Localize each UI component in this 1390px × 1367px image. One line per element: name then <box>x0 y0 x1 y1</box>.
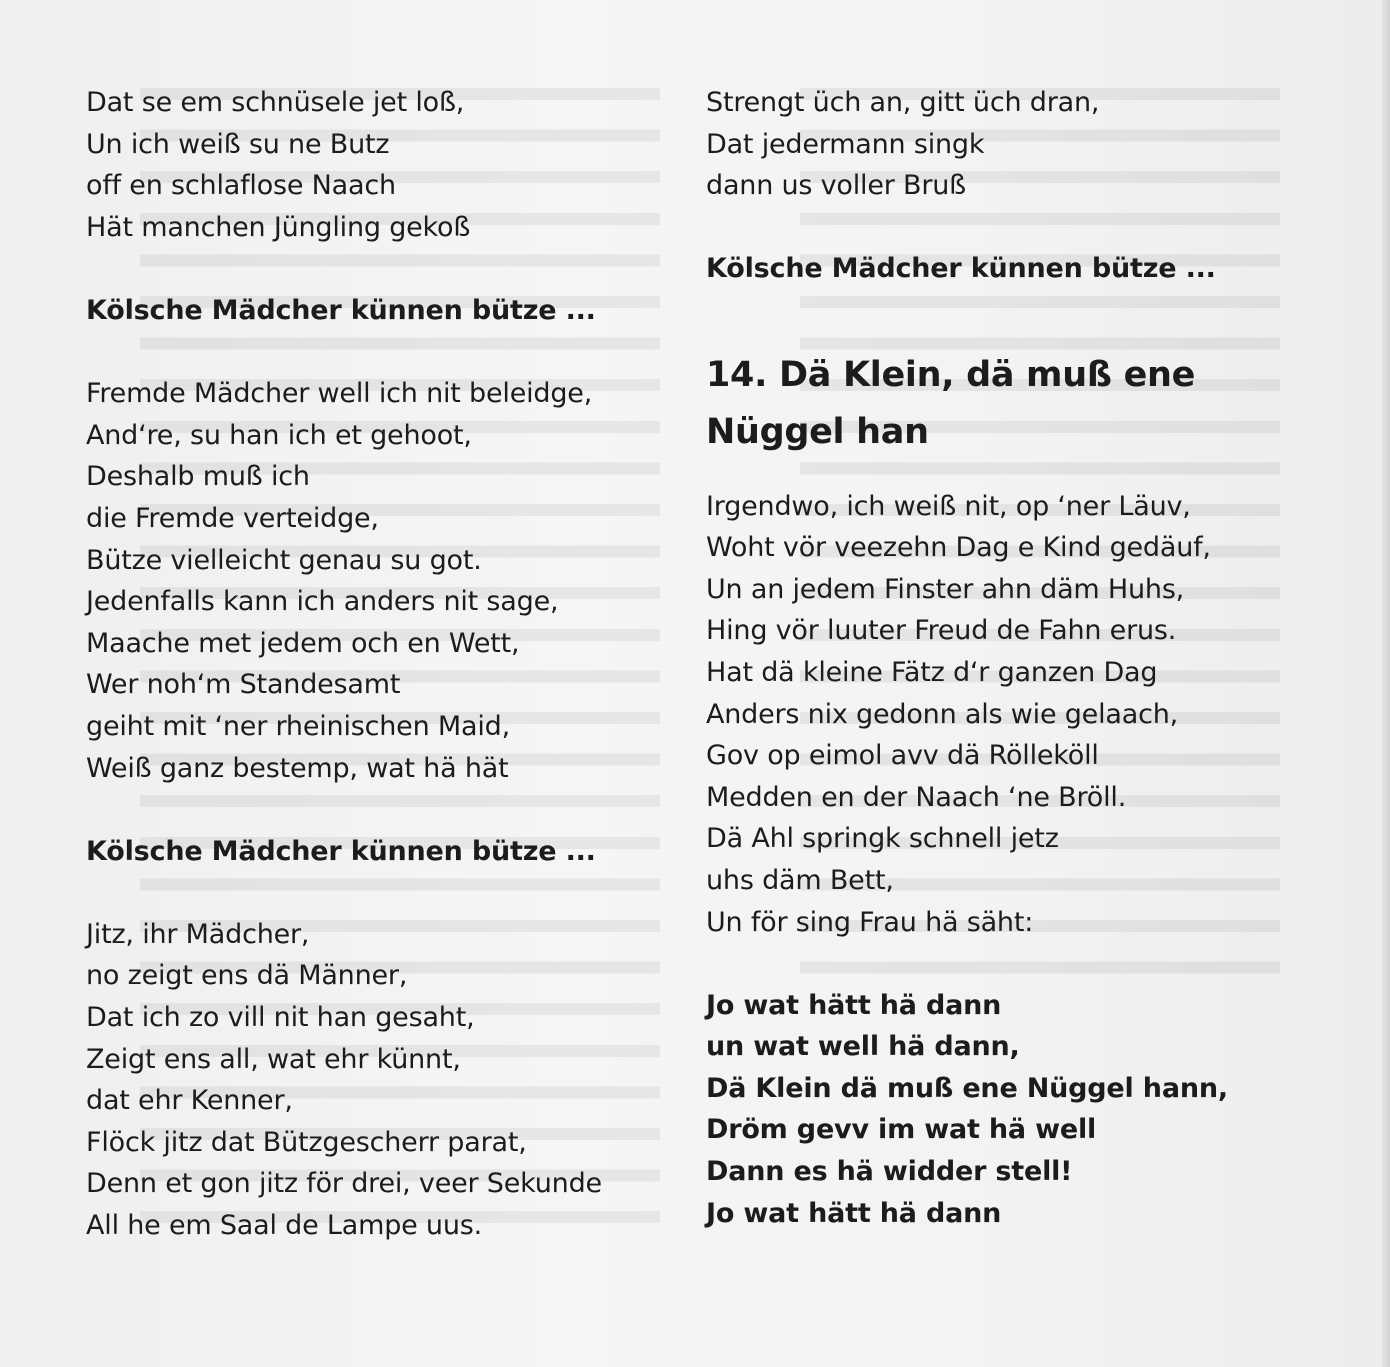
verse-line: no zeigt ens dä Männer, <box>86 960 408 992</box>
chorus-line: Dä Klein dä muß ene Nüggel hann, <box>706 1072 1228 1104</box>
verse-line: die Fremde verteidge, <box>86 502 379 534</box>
verse-line: Flöck jitz dat Bützgescherr parat, <box>86 1126 527 1158</box>
song-title: 14. Dä Klein, dä muß ene <box>706 354 1196 395</box>
chorus-line: un wat well hä dann, <box>706 1031 1020 1063</box>
verse-line: Dat se em schnüsele jet loß, <box>86 87 465 118</box>
verse-line: Bütze vielleicht genau su got. <box>86 544 482 576</box>
chorus-line: Jo wat hätt hä dann <box>706 989 1002 1021</box>
chorus-line: Dröm gevv im wat hä well <box>706 1114 1097 1146</box>
verse-line: Hät manchen Jüngling gekoß <box>86 211 471 243</box>
verse-line: uhs däm Bett, <box>706 864 894 896</box>
refrain-line: Kölsche Mädcher künnen bütze ... <box>706 253 1216 285</box>
verse-line: dann us voller Bruß <box>706 170 966 202</box>
right-column <box>706 82 1346 1234</box>
verse-line: Zeigt ens all, wat ehr künnt, <box>86 1043 461 1075</box>
verse-line: Anders nix gedonn als wie gelaach, <box>706 698 1179 730</box>
verse-line: off en schlaflose Naach <box>86 170 396 202</box>
refrain-line: Kölsche Mädcher künnen bütze ... <box>86 835 596 867</box>
verse-line: Hing vör luuter Freud de Fahn erus. <box>706 615 1177 647</box>
verse-line: Deshalb muß ich <box>86 461 310 493</box>
verse-line: Wer noh‘m Standesamt <box>86 669 401 701</box>
verse-line: Denn et gon jitz för drei, veer Sekunde <box>86 1168 602 1200</box>
song-title-continued: Nüggel han <box>706 411 929 452</box>
chorus-line: Jo wat hätt hä dann <box>706 1197 1002 1229</box>
verse-line: Un för sing Frau hä säht: <box>706 906 1034 938</box>
verse-line: Hat dä kleine Fätz d‘r ganzen Dag <box>706 656 1158 688</box>
verse-line: Weiß ganz bestemp, wat hä hät <box>86 752 509 784</box>
verse-line: Jedenfalls kann ich anders nit sage, <box>86 586 559 618</box>
verse-line: Strengt üch an, gitt üch dran, <box>706 87 1100 118</box>
verse-line: Medden en der Naach ‘ne Bröll. <box>706 781 1127 813</box>
verse-line: Dat jedermann singk <box>706 128 985 160</box>
verse-line: Jitz, ihr Mädcher, <box>86 918 310 950</box>
verse-line: Fremde Mädcher well ich nit beleidge, <box>86 378 593 410</box>
verse-line: Woht vör veezehn Dag e Kind gedäuf, <box>706 532 1211 564</box>
verse-line: geiht mit ‘ner rheinischen Maid, <box>86 710 510 742</box>
verse-line: Dä Ahl springk schnell jetz <box>706 823 1059 855</box>
verse-line: And‘re, su han ich et gehoot, <box>86 419 472 451</box>
page-edge-shadow <box>1382 0 1390 1367</box>
chorus-line: Dann es hä widder stell! <box>706 1156 1073 1188</box>
verse-line: All he em Saal de Lampe uus. <box>86 1210 482 1242</box>
verse-line: Un ich weiß su ne Butz <box>86 128 390 160</box>
refrain-line: Kölsche Mädcher künnen bütze ... <box>86 294 596 326</box>
verse-line: Maache met jedem och en Wett, <box>86 627 520 659</box>
verse-line: Un an jedem Finster ahn däm Huhs, <box>706 573 1185 605</box>
left-column <box>86 82 686 1247</box>
verse-line: Dat ich zo vill nit han gesaht, <box>86 1002 475 1034</box>
verse-line: dat ehr Kenner, <box>86 1085 293 1117</box>
verse-line: Irgendwo, ich weiß nit, op ‘ner Läuv, <box>706 490 1191 522</box>
verse-line: Gov op eimol avv dä Rölleköll <box>706 740 1099 772</box>
